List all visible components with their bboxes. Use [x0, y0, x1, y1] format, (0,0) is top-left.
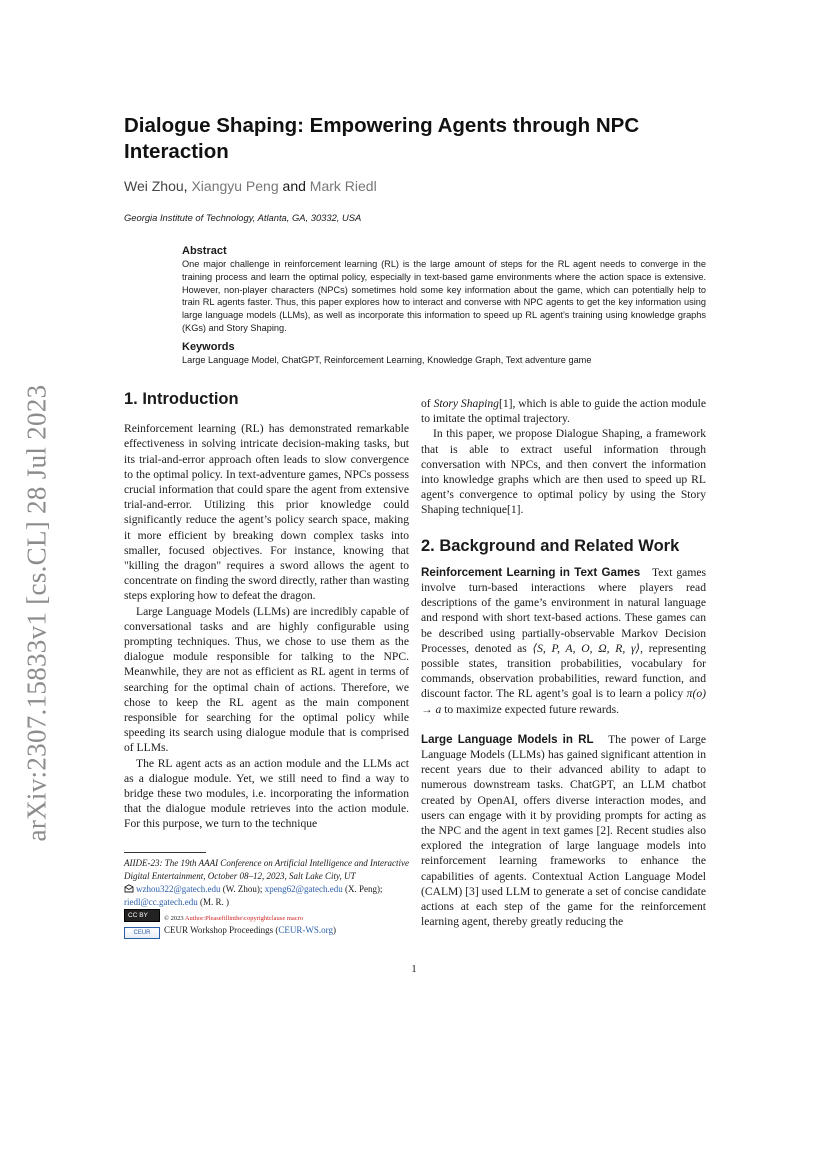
llm-run-in-heading: Large Language Models in RL [421, 732, 594, 746]
abstract [182, 245, 706, 335]
cc-by-icon [124, 909, 160, 922]
intro-paragraph-1: Reinforcement learning (RL) has demonstrated remarkable effectiveness in solving intricate decision-making tasks, but its trial-and-error approach often leads to slow convergence to the optimal policy. In text-adventure games, NPCs possess crucial information that could spare the agent from extensive trial-and-error. Utilizing this prior knowledge could significantly reduce the agent’s policy search space, making it more efficient by breaking down complex tasks into smaller, focused objectives. For instance, knowing that "killing the dragon" requires a sword allows the agent to concentrate on finding the sword directly, rather than wasting steps exploring how to defeat the dragon. [124, 422, 409, 603]
envelope-icon [124, 884, 134, 893]
email-owner-riedl: (M. R. ) [197, 897, 229, 907]
keywords [182, 341, 706, 367]
author-2[interactable]: Xiangyu Peng [191, 178, 279, 194]
footnote [124, 857, 409, 939]
left-column [124, 392, 409, 832]
pomdp-tuple: ⟨S, P, A, O, Ω, R, γ⟩ [532, 641, 641, 655]
ceur-text: CEUR Workshop Proceedings ( [164, 925, 279, 935]
copyright-placeholder: Author:Pleasefillinthe\copyrightclause macro [184, 915, 304, 922]
author-conjunction: and [278, 178, 310, 194]
arxiv-stamp [12, 378, 62, 848]
email-link-peng[interactable]: xpeng62@gatech.edu [264, 884, 343, 894]
affiliation: Georgia Institute of Technology, Atlanta, GA, 30332, USA [124, 212, 362, 223]
email-owner-peng: (X. Peng); [342, 884, 383, 894]
rl-text-a: Text games involve turn-based interactions where players read descriptions of the game’s environment in natural language and respond with short text-based actions. These games can be described using partially-observable Markov Decision Processes, denoted as [421, 565, 706, 655]
footnote-rule [124, 852, 206, 853]
email-link-zhou[interactable]: wzhou322@gatech.edu [136, 884, 221, 894]
llm-text: The power of Large Language Models (LLMs) has gained significant attention in recent years due to their advanced ability to adapt to numerous downstream tasks. ChatGPT, an LLM chatbot created by OpenAI, offers diverse interaction modes, and users can engage with it by providing prompts for acting as the NPC and the agent in text games [2]. Recent studies also explored the integration of large language models into reinforcement learning frameworks to enhance the capabilities of agents. Contextual Action Language Model (CALM) [3] used LLM to generate a set of concise candidate actions at each step of the game for the reinforcement learning agent, thereby greatly reducing the [421, 732, 706, 929]
ceur-logo-label: CEUR [133, 930, 151, 936]
ceur-link[interactable]: CEUR-WS.org [278, 925, 333, 935]
cc-label: CC BY [128, 912, 148, 919]
keywords-text: Large Language Model, ChatGPT, Reinforcement Learning, Knowledge Graph, Text adventure game [182, 355, 592, 365]
rl-text-c: to maximize expected future rewards. [441, 702, 619, 716]
llm-paragraph [421, 732, 706, 930]
email-link-riedl[interactable]: riedl@cc.gatech.edu [124, 897, 198, 907]
ceur-logo-icon [124, 927, 160, 939]
intro-paragraph-4 [421, 396, 706, 426]
ceur-line [124, 924, 409, 939]
copyright-prefix: © 2023 [164, 915, 185, 922]
intro-paragraph-3: The RL agent acts as an action module and the LLMs act as a dialogue module. Yet, we still need to find a way to bridge these two modules, i.e. incorporating the information that the dialogue module retrieves into the action module. For this purpose, we turn to the technique [124, 756, 409, 831]
rl-run-in-heading: Reinforcement Learning in Text Games [421, 565, 641, 579]
section-heading-introduction: 1. Introduction [124, 390, 239, 408]
section-heading-background: 2. Background and Related Work [421, 536, 680, 555]
story-shaping-term: Story Shaping [433, 397, 499, 410]
abstract-text: One major challenge in reinforcement learning (RL) is the large amount of steps for the RL agent needs to converge in the training process and learn the optimal policy, especially in text-based game environments where the action space is extensive. However, non-player characters (NPCs) sometimes hold some key information about the game, which can potentially help to train RL agents faster. Thus, this paper explores how to interact and converse with NPC agents to get the key information using large language models (LLMs), as well as incorporate this information to speed up RL agent’s training using knowledge graphs (KGs) and Story Shaping. [182, 259, 706, 333]
email-owner-zhou: (W. Zhou); [220, 884, 265, 894]
author-list [124, 178, 377, 194]
ceur-close: ) [332, 925, 336, 935]
rl-text-b: , representing possible states, transition probabilities, vocabulary for commands, observation probabilities, reward function, and discount factor. The RL agent’s goal is to learn a policy [421, 641, 706, 701]
conference-venue: AIIDE-23: The 19th AAAI Conference on Artificial Intelligence and Interactive Digital Entertainment, October 08–12, 2023, Salt Lake City, UT [124, 858, 410, 881]
intro-paragraph-5: In this paper, we propose Dialogue Shaping, a framework that is able to extract useful information through conversation with NPCs, and then convert the information into knowledge graphs which are then used to speed up RL agent’s convergence to optimal policy by using the Story Shaping technique[1]. [421, 427, 706, 517]
arxiv-identifier: arXiv:2307.15833v1 [cs.CL] 28 Jul 2023 [21, 384, 52, 842]
copyright-line [124, 909, 409, 924]
intro-p4-rest: [1], which is able to guide the action module to imitate the optimal trajectory. [421, 397, 707, 426]
intro-paragraph-2: Large Language Models (LLMs) are incredibly capable of conversational tasks and are highly configurable using prompting techniques. Thus, we chose to use them as the dialogue module responsible for talking to the NPC. Meanwhile, they are not as efficient as RL agent in terms of searching for the optimal chain of actions. Therefore, we chose to keep the RL agent as the main component responsible for searching for the optimal policy while speeding its search using dialogue module that is comprised of LLMs. [124, 604, 409, 755]
policy-notation: π(o) → a [421, 687, 706, 716]
rl-paragraph [421, 565, 706, 717]
author-1[interactable]: Wei Zhou [124, 178, 184, 194]
keywords-heading: Keywords [182, 341, 235, 353]
right-column [421, 396, 706, 930]
author-3[interactable]: Mark Riedl [309, 178, 377, 194]
email-line [124, 883, 409, 909]
author-separator: , [183, 178, 192, 194]
paper-title: Dialogue Shaping: Empowering Agents through NPC Interaction [124, 114, 640, 163]
page-number: 1 [411, 963, 417, 975]
intro-p4-start: of [421, 397, 434, 410]
abstract-heading: Abstract [182, 245, 227, 257]
